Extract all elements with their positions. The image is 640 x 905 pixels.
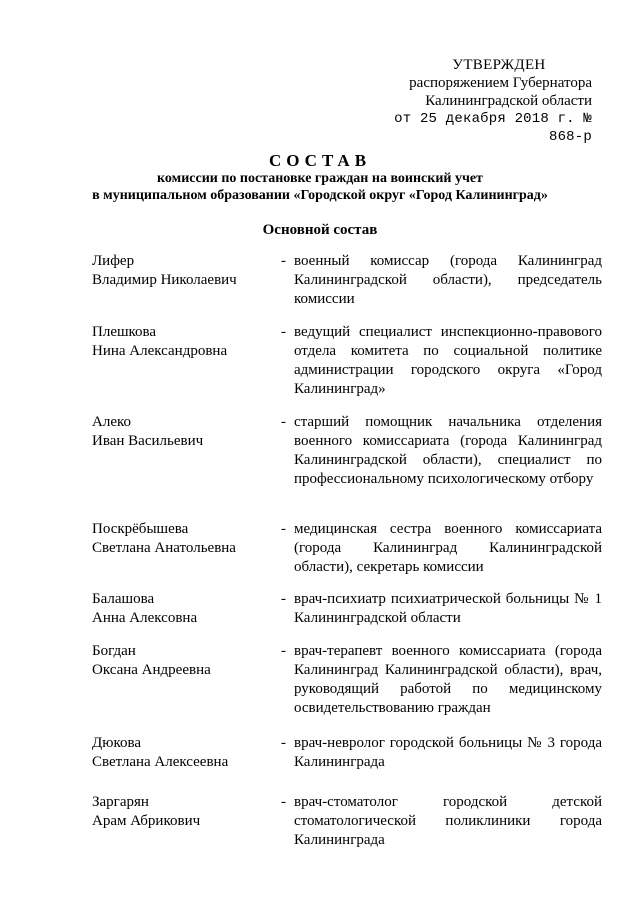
section-heading: Основной состав [262,222,378,238]
member-name [92,323,272,361]
member-role: врач-стоматолог городской детской стоматологической поликлиники города Калининграда [294,794,602,848]
member-dash: - [281,324,286,340]
member-dash: - [281,591,286,607]
document-subtitle [0,170,640,204]
member-surname: Богдан [92,643,136,659]
member-dash: - [281,643,286,659]
subtitle-line-1: комиссии по постановке граждан на воинский учет [157,171,483,186]
member-surname: Заргарян [92,794,149,810]
member-role: ведущий специалист инспекционно-правового отдела комитета по социальной политике администрации городского округа «Город Калининград» [294,324,602,397]
member-name [92,520,272,558]
member-surname: Лифер [92,253,135,269]
member-role: старший помощник начальника отделения военного комиссариата (города Калининград Калининградской области), специалист по профессиональному психологическому отбору [294,414,602,487]
member-given-names: Иван Васильевич [92,433,204,449]
member-dash: - [281,414,286,430]
member-name [92,590,272,628]
member-dash: - [281,735,286,751]
member-given-names: Владимир Николаевич [92,272,237,288]
member-role: врач-невролог городской больницы № 3 города Калининграда [294,735,602,770]
member-dash: - [281,253,286,269]
member-dash: - [281,521,286,537]
approval-date: от 25 декабря 2018 г. № 868-р [394,111,592,145]
member-given-names: Светлана Анатольевна [92,540,236,556]
member-role: врач-терапевт военного комиссариата (города Калининград Калининградской области), врач, руководящий работой по медицинскому освидетельствованию граждан [294,643,602,716]
member-surname: Балашова [92,591,155,607]
member-name [92,413,272,451]
member-given-names: Светлана Алексеевна [92,754,229,770]
document-title: СОСТАВ [268,151,372,170]
approval-line-2: Калининградской области [425,93,592,109]
member-surname: Плешкова [92,324,157,340]
member-role: медицинская сестра военного комиссариата (города Калининград Калининградской области), секретарь комиссии [294,521,602,575]
approval-line-1: распоряжением Губернатора [409,75,592,91]
approval-title: УТВЕРЖДЕН [452,57,546,73]
member-dash: - [281,794,286,810]
member-name [92,793,272,831]
member-surname: Поскрёбышева [92,521,189,537]
member-given-names: Оксана Андреевна [92,662,211,678]
member-role: военный комиссар (города Калининград Калининградской области), председатель комиссии [294,253,602,307]
member-name [92,642,272,680]
member-given-names: Нина Александровна [92,343,228,359]
approval-block [360,56,610,146]
member-given-names: Арам Абрикович [92,813,201,829]
member-name [92,734,272,772]
member-role: врач-психиатр психиатрической больницы № 1 Калининградской области [294,591,602,626]
member-name [92,252,272,290]
subtitle-line-2: в муниципальном образовании «Городской округ «Город Калининград» [92,188,548,203]
member-surname: Алеко [92,414,132,430]
member-surname: Дюкова [92,735,142,751]
member-given-names: Анна Алексовна [92,610,198,626]
